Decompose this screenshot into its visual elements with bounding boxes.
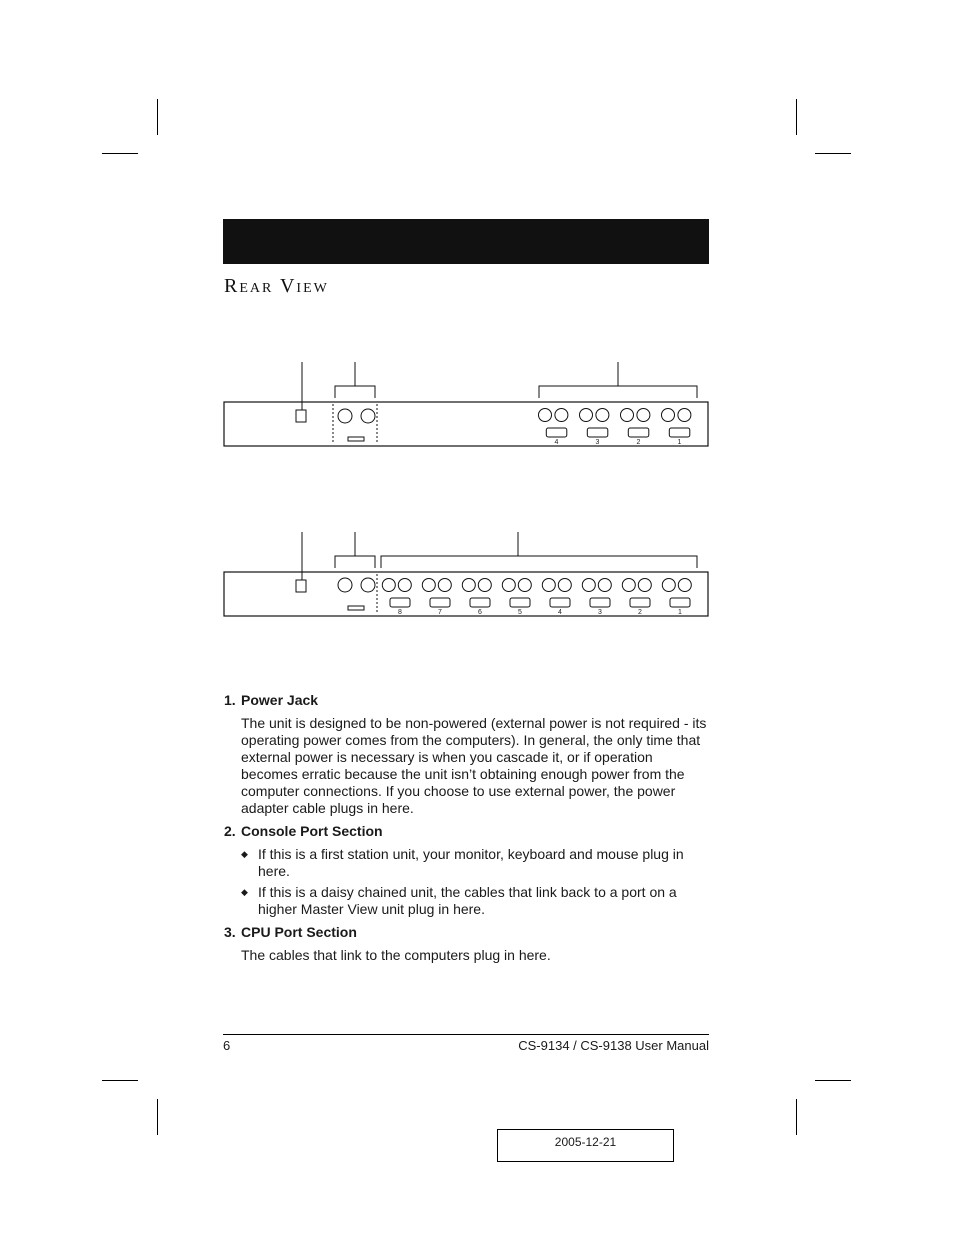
callout-cpu-bracket bbox=[539, 362, 697, 398]
callout-console-bracket bbox=[335, 362, 375, 398]
item-number: 3. bbox=[224, 924, 236, 940]
section-title: Rear View bbox=[224, 275, 329, 297]
cpu-vga-port bbox=[390, 598, 410, 607]
date-stamp: 2005-12-21 bbox=[554, 1135, 617, 1149]
cpu-ps2-port bbox=[518, 579, 531, 592]
power-jack bbox=[296, 410, 306, 422]
cpu-ps2-port bbox=[637, 409, 650, 422]
item-number: 1. bbox=[224, 692, 236, 708]
crop-mark-bottom-left-horizontal bbox=[102, 1080, 138, 1081]
rear-panel-diagram-4-port bbox=[220, 358, 712, 450]
item-title-text: Power Jack bbox=[241, 692, 319, 708]
cpu-port-label: 5 bbox=[518, 609, 522, 616]
crop-mark-top-right-vertical bbox=[796, 99, 797, 135]
item-title-text: Console Port Section bbox=[241, 823, 383, 839]
cpu-ps2-port bbox=[438, 579, 451, 592]
crop-mark-top-left-vertical bbox=[157, 99, 158, 135]
manual-title: CS-9134 / CS-9138 User Manual bbox=[518, 1038, 709, 1053]
cpu-port-label: 4 bbox=[554, 439, 559, 446]
cpu-ps2-port bbox=[662, 409, 675, 422]
cpu-vga-port bbox=[510, 598, 530, 607]
console-ps2-port bbox=[338, 409, 352, 423]
cpu-vga-port bbox=[546, 428, 567, 437]
cpu-port-label: 2 bbox=[638, 609, 642, 616]
date-stamp-box bbox=[497, 1129, 674, 1162]
cpu-port-label: 4 bbox=[558, 609, 562, 616]
cpu-ps2-port bbox=[539, 409, 552, 422]
cpu-ps2-port bbox=[422, 579, 435, 592]
cpu-ps2-port bbox=[582, 579, 595, 592]
bullet-item: ◆ If this is a daisy chained unit, the cables that link back to a port on a higher Master View unit plug in here. bbox=[241, 884, 677, 917]
cpu-port-label: 7 bbox=[438, 609, 442, 616]
cpu-vga-port bbox=[630, 598, 650, 607]
bullet-item: ◆ If this is a first station unit, your monitor, keyboard and mouse plug in here. bbox=[241, 846, 684, 879]
cpu-ps2-port bbox=[622, 579, 635, 592]
cpu-vga-port bbox=[670, 598, 690, 607]
cpu-port-label: 1 bbox=[678, 609, 682, 616]
diamond-bullet-icon: ◆ bbox=[241, 849, 248, 859]
bullet-list bbox=[241, 846, 710, 918]
cpu-ps2-port bbox=[580, 409, 593, 422]
cpu-ps2-port bbox=[382, 579, 395, 592]
cpu-ps2-port bbox=[662, 579, 675, 592]
cpu-ps2-port bbox=[621, 409, 634, 422]
footer-rule bbox=[223, 1034, 709, 1035]
cpu-ps2-port bbox=[678, 409, 691, 422]
diamond-bullet-icon: ◆ bbox=[241, 887, 248, 897]
console-ps2-port bbox=[361, 578, 375, 592]
cpu-port-label: 1 bbox=[677, 439, 682, 446]
crop-mark-bottom-right-vertical bbox=[796, 1099, 797, 1135]
cpu-ps2-port bbox=[555, 409, 568, 422]
cpu-vga-port bbox=[669, 428, 690, 437]
cpu-ps2-port bbox=[598, 579, 611, 592]
item-title bbox=[224, 924, 710, 941]
item-title-text: CPU Port Section bbox=[241, 924, 357, 940]
crop-mark-top-right-horizontal bbox=[815, 153, 851, 154]
cpu-port-label: 8 bbox=[398, 609, 402, 616]
item-body: The cables that link to the computers plug in here. bbox=[241, 947, 551, 963]
cpu-ps2-port bbox=[596, 409, 609, 422]
item-title bbox=[224, 823, 710, 840]
cpu-ps2-port bbox=[638, 579, 651, 592]
item-title bbox=[224, 692, 710, 709]
cpu-port-label: 2 bbox=[636, 439, 641, 446]
callout-cpu-bracket bbox=[381, 532, 697, 568]
cpu-ps2-port bbox=[558, 579, 571, 592]
rear-panel-diagram-8-port bbox=[220, 528, 712, 620]
page-number: 6 bbox=[223, 1038, 231, 1053]
cpu-vga-port bbox=[550, 598, 570, 607]
callout-console-bracket bbox=[335, 532, 375, 568]
item-list bbox=[224, 692, 710, 964]
cpu-ps2-port bbox=[502, 579, 515, 592]
cpu-ps2-port bbox=[478, 579, 491, 592]
console-vga-port bbox=[348, 606, 364, 610]
cpu-ps2-port bbox=[462, 579, 475, 592]
cpu-vga-port bbox=[590, 598, 610, 607]
cpu-port-label: 6 bbox=[478, 609, 482, 616]
cpu-vga-port bbox=[628, 428, 649, 437]
cpu-port-label: 3 bbox=[598, 609, 602, 616]
console-ps2-port bbox=[338, 578, 352, 592]
cpu-vga-port bbox=[470, 598, 490, 607]
panel-outline bbox=[224, 402, 708, 446]
cpu-ps2-port bbox=[678, 579, 691, 592]
crop-mark-bottom-left-vertical bbox=[157, 1099, 158, 1135]
cpu-ps2-port bbox=[398, 579, 411, 592]
crop-mark-top-left-horizontal bbox=[102, 153, 138, 154]
console-vga-port bbox=[348, 437, 364, 441]
cpu-vga-port bbox=[587, 428, 608, 437]
chapter-header-bar bbox=[223, 219, 709, 264]
console-ps2-port bbox=[361, 409, 375, 423]
power-jack bbox=[296, 580, 306, 592]
item-number: 2. bbox=[224, 823, 236, 839]
cpu-vga-port bbox=[430, 598, 450, 607]
cpu-ps2-port bbox=[542, 579, 555, 592]
crop-mark-bottom-right-horizontal bbox=[815, 1080, 851, 1081]
cpu-port-label: 3 bbox=[595, 439, 600, 446]
item-body: The unit is designed to be non-powered (external power is not required - its operating power comes from the computers). In general, the only time that external power is necessary is when you cascade it, or if operation becomes erratic because the unit isn’t obtaining enough power from the computer connections. If you choose to use external power, the power adapter cable plugs in here. bbox=[241, 715, 707, 816]
